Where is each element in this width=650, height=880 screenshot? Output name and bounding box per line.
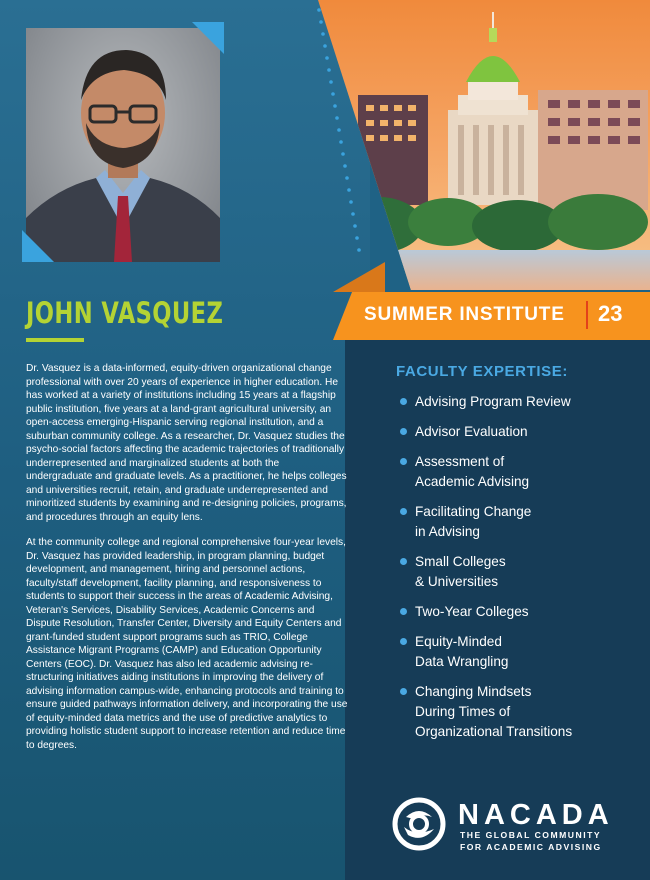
photo-corner-accent-top (192, 22, 224, 54)
expertise-line: Academic Advising (415, 474, 530, 489)
expertise-line: in Advising (415, 524, 480, 539)
expertise-item (400, 682, 640, 742)
expertise-line: Advisor Evaluation (415, 424, 528, 439)
photo-corner-accent-bottom (22, 230, 54, 262)
expertise-item (400, 452, 640, 492)
person-illustration (26, 28, 220, 262)
expertise-line: Data Wrangling (415, 654, 509, 669)
expertise-line: Facilitating Change (415, 504, 532, 519)
expertise-line: & Universities (415, 574, 499, 589)
banner-fold (333, 262, 385, 292)
person-name: JOHN VASQUEZ (26, 296, 224, 330)
expertise-item (400, 422, 640, 442)
bullet-icon (400, 398, 407, 405)
expertise-item (400, 552, 640, 592)
expertise-line: During Times of (415, 704, 511, 719)
expertise-line: Equity-Minded (415, 634, 502, 649)
expertise-item (400, 392, 640, 412)
expertise-list (400, 392, 640, 752)
expertise-line: Assessment of (415, 454, 505, 469)
bullet-icon (400, 428, 407, 435)
bullet-icon (400, 638, 407, 645)
logo-wordmark: NACADA (458, 799, 614, 831)
bullet-icon (400, 508, 407, 515)
expertise-line: Two-Year Colleges (415, 604, 529, 619)
event-year: 23 (598, 301, 623, 326)
bio-paragraph: Dr. Vasquez is a data-informed, equity-driven organizational change professional with over 20 years of experience in higher education. He has worked at a variety of institutions including 15 years at a flagship public institution, five years at a land-grant agricultural university, an open-access emerging-Hispanic serving regional institution, and a suburban community college. As a researcher, Dr. Vasquez studies the psycho-social factors affecting the academic trajectories of traditionally underrepresented and marginalized students at both the undergraduate and graduate levels. As a practitioner, he helps colleges and universities recruit, retain, and graduate underrepresented and minoritized students by examining and re-designing policies, programs, and procedures through an equity lens. (26, 363, 347, 523)
expertise-item (400, 632, 640, 672)
expertise-line: Advising Program Review (415, 394, 571, 409)
bullet-icon (400, 688, 407, 695)
portrait-photo (26, 28, 220, 262)
expertise-item (400, 602, 640, 622)
name-underline (26, 338, 84, 342)
expertise-line: Changing Mindsets (415, 684, 532, 699)
logo-tagline: FOR ACADEMIC ADVISING (460, 842, 602, 852)
expertise-line: Small Colleges (415, 554, 506, 569)
expertise-heading: FACULTY EXPERTISE: (396, 363, 568, 380)
bullet-icon (400, 458, 407, 465)
nacada-logo-icon (392, 797, 446, 851)
expertise-item (400, 502, 640, 542)
bullet-icon (400, 558, 407, 565)
bullet-icon (400, 608, 407, 615)
expertise-line: Organizational Transitions (415, 724, 573, 739)
dotted-decoration (305, 0, 365, 280)
biography (26, 362, 348, 764)
banner-separator (586, 301, 588, 329)
event-title: SUMMER INSTITUTE (364, 304, 565, 325)
logo-tagline: THE GLOBAL COMMUNITY (460, 830, 602, 840)
bio-paragraph: At the community college and regional comprehensive four-year levels, Dr. Vasquez has provided leadership, in program planning, budget development, and management, hiring and personnel actions, faculty/staff development, facility planning, and responsiveness to students to support their success in the areas of Academic Advising, Veteran's Services, Disability Services, Academic Concerns and Dispute Resolution, Transfer Center, Diversity and Equity Centers and grant-funded student support programs such as TRIO, College Assistance Migrant Programs (CAMP) and Education Opportunity Centers (EOC). Dr. Vasquez has also led academic advising re-structuring initiatives aiding institutions in improving the delivery of advising information campus-wide, enhancing protocols and training to ensure guided pathways information delivery, and incorporating the use of equity-minded data metrics and the use of predictive analytics to providing holistic student support to increase retention and reduce time to degrees. (26, 537, 348, 751)
